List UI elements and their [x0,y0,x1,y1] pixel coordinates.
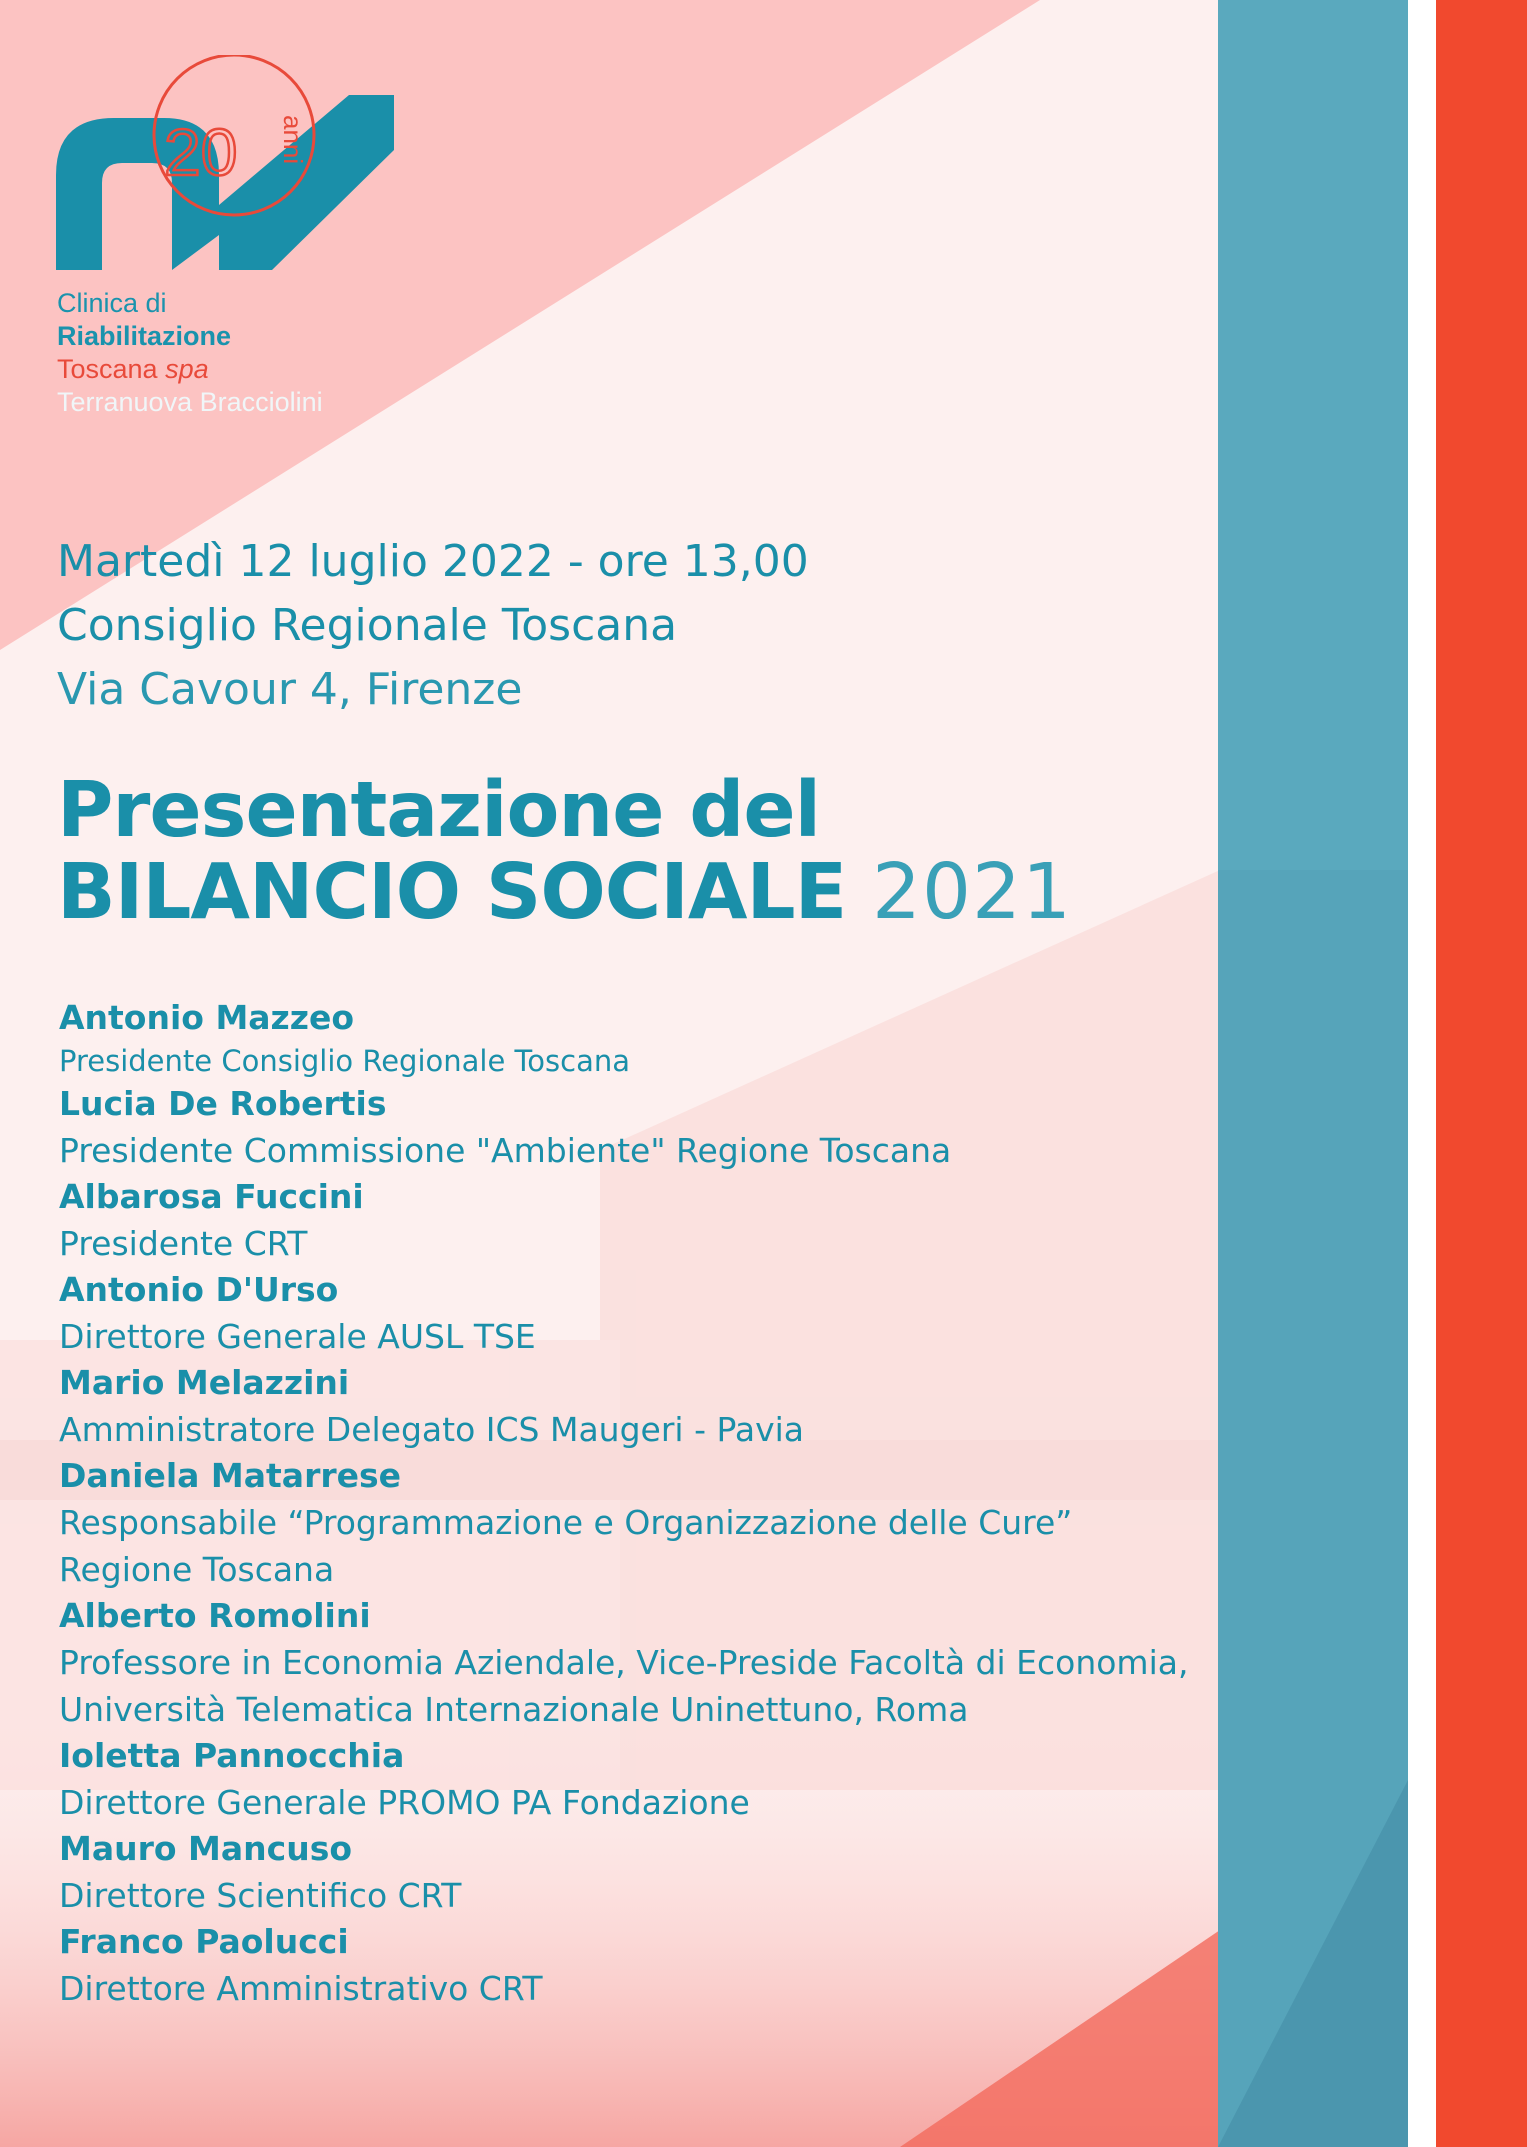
speaker-name: Mauro Mancuso [59,1829,353,1868]
speaker-role: Presidente Commissione "Ambiente" Regione Toscana [59,1131,952,1170]
speaker-role-line-2: Università Telematica Internazionale Uninettuno, Roma [59,1690,969,1729]
speaker-item [59,1919,1209,2012]
title-line-2: BILANCIO SOCIALE 2021 [57,848,1072,937]
clinic-logo [54,55,404,285]
speaker-name: Alberto Romolini [59,1596,371,1635]
white-gap [1408,0,1436,2147]
org-line-3: Toscana spa [57,354,209,384]
title-year: 2021 [872,848,1072,937]
speaker-item [59,1593,1209,1733]
speaker-name: Mario Melazzini [59,1363,350,1402]
speaker-role: Direttore Scientifico CRT [59,1876,462,1915]
speaker-item [59,1733,1209,1826]
event-address: Via Cavour 4, Firenze [57,664,523,715]
event-venue: Consiglio Regionale Toscana [57,600,678,651]
speaker-name: Lucia De Robertis [59,1084,387,1123]
speaker-item [59,1081,1209,1174]
event-info [57,530,809,722]
speaker-name: Antonio Mazzeo [59,998,355,1037]
org-line-2: Riabilitazione [57,321,232,351]
anniversary-number: 20 [164,115,238,189]
title-line-1: Presentazione del [57,766,820,855]
speaker-name: Ioletta Pannocchia [59,1736,405,1775]
speaker-list [59,995,1209,2012]
org-line-4: Terranuova Bracciolini [57,387,323,417]
organization-block [57,287,323,419]
speaker-item [59,1360,1209,1453]
anniversary-word: anni [278,115,308,165]
speaker-item [59,1453,1209,1593]
speaker-item [59,995,1209,1081]
speaker-name: Antonio D'Urso [59,1270,339,1309]
speaker-item [59,1826,1209,1919]
speaker-name: Albarosa Fuccini [59,1177,364,1216]
red-stripe [1436,0,1527,2147]
speaker-role: Presidente Consiglio Regionale Toscana [59,1044,631,1078]
speaker-role: Amministratore Delegato ICS Maugeri - Pavia [59,1410,805,1449]
speaker-role: Direttore Generale PROMO PA Fondazione [59,1783,750,1822]
page-title [57,766,1072,937]
speaker-role: Professore in Economia Aziendale, Vice-Preside Facoltà di Economia, [59,1643,1189,1682]
event-date: Martedì 12 luglio 2022 - ore 13,00 [57,536,809,587]
speaker-role: Responsabile “Programmazione e Organizzazione delle Cure” [59,1503,1073,1542]
speaker-item [59,1174,1209,1267]
speaker-role: Presidente CRT [59,1224,308,1263]
speaker-role: Direttore Amministrativo CRT [59,1969,543,2008]
speaker-role: Direttore Generale AUSL TSE [59,1317,536,1356]
speaker-name: Daniela Matarrese [59,1456,402,1495]
speaker-name: Franco Paolucci [59,1922,349,1961]
speaker-item [59,1267,1209,1360]
speaker-role-line-2: Regione Toscana [59,1550,335,1589]
org-line-1: Clinica di [57,288,167,318]
